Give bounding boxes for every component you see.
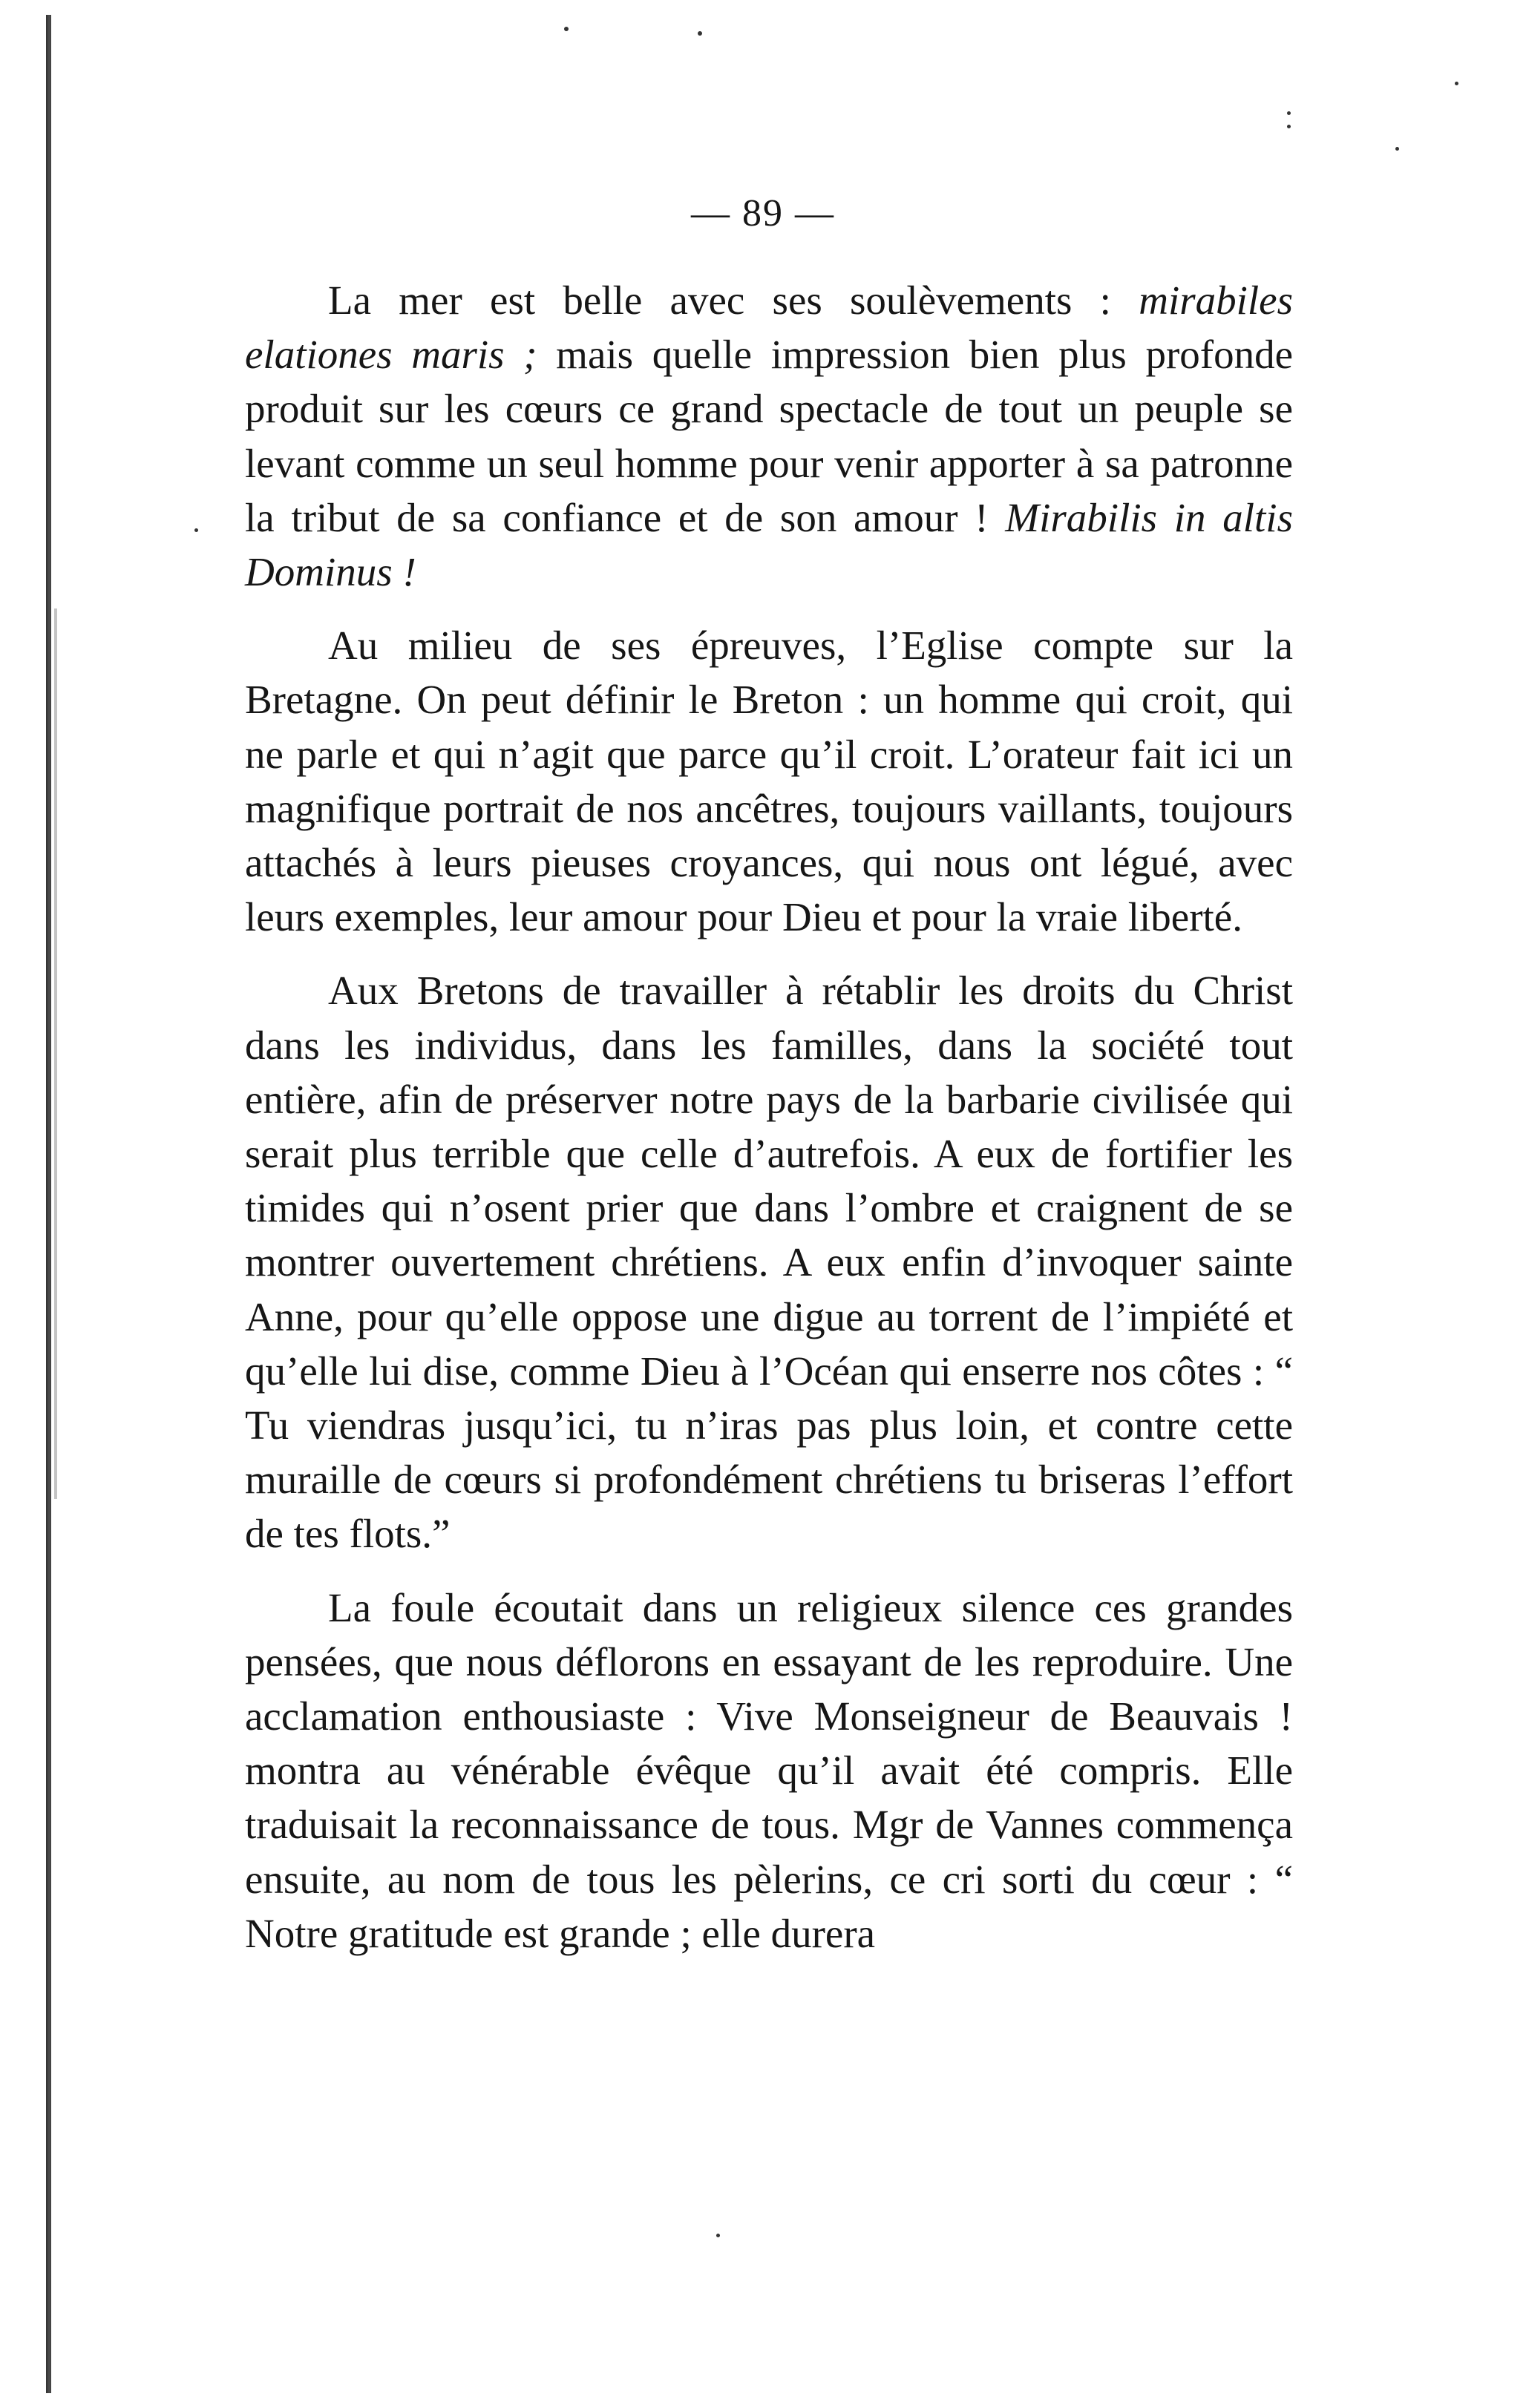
page-number: — 89 —	[691, 192, 835, 234]
text-run: mais quelle impression bien plus profonde produit sur les cœurs ce grand spectacle de tout un peuple se levant comme un seul homme pour venir apporter à sa patronne la tribut de sa confiance et de son amour !	[245, 332, 1293, 540]
print-speck	[698, 31, 702, 36]
paragraph	[245, 618, 1293, 944]
paragraph	[245, 1581, 1293, 1961]
binding-shadow	[54, 608, 57, 1499]
print-speck	[194, 528, 198, 532]
text-run: La mer est belle avec ses soulèvements :	[328, 278, 1139, 323]
body-text	[245, 273, 1293, 1961]
paragraph	[245, 963, 1293, 1561]
paragraph	[245, 273, 1293, 599]
binding-edge	[46, 15, 51, 2393]
print-speck	[1287, 125, 1291, 128]
print-speck	[1455, 82, 1458, 85]
italic-phrase: Mirabilis in altis Dominus !	[245, 494, 1293, 595]
print-speck	[564, 27, 569, 31]
print-speck	[1395, 147, 1399, 151]
text-run: Au milieu de ses épreuves, l’Eglise compte sur la Bretagne. On peut définir le Breton : un homme qui croit, qui ne parle et qui n’agit que parce qu’il croit. L’orateur fait ici un magnifique portrait de nos ancêtres, toujours vaillants, toujours attachés à leurs pieuses croyances, qui nous ont légué, avec leurs exemples, leur amour pour Dieu et pour la vraie liberté.	[245, 623, 1293, 940]
print-speck	[1287, 111, 1291, 115]
italic-phrase: mirabiles elationes maris ;	[245, 278, 1293, 378]
text-run: La foule écoutait dans un religieux silence ces grandes pensées, que nous déflorons en essayant de les reproduire. Une acclamation enthousiaste : Vive Monseigneur de Beauvais ! montra au vénérable évêque qu’il avait été compris. Elle traduisait la reconnaissance de tous. Mgr de Vannes commença ensuite, au nom de tous les pèlerins, ce cri sorti du cœur : “ Notre gratitude est grande ; elle durera	[245, 1584, 1293, 1956]
print-speck	[716, 2234, 720, 2237]
text-run: Aux Bretons de travailler à rétablir les droits du Christ dans les individus, dans les familles, dans la société tout entière, afin de préserver notre pays de la barbarie civilisée qui serait plus terrible que celle d’autrefois. A eux de fortifier les timides qui n’osent prier que dans l’ombre et craignent de se montrer ouvertement chrétiens. A eux enfin d’invoquer sainte Anne, pour qu’elle oppose une digue au torrent de l’impiété et qu’elle lui dise, comme Dieu à l’Océan qui enserre nos côtes : “ Tu viendras jusqu’ici, tu n’iras pas plus loin, et contre cette muraille de cœurs si profondément chrétiens tu briseras l’effort de tes flots.”	[245, 968, 1293, 1557]
